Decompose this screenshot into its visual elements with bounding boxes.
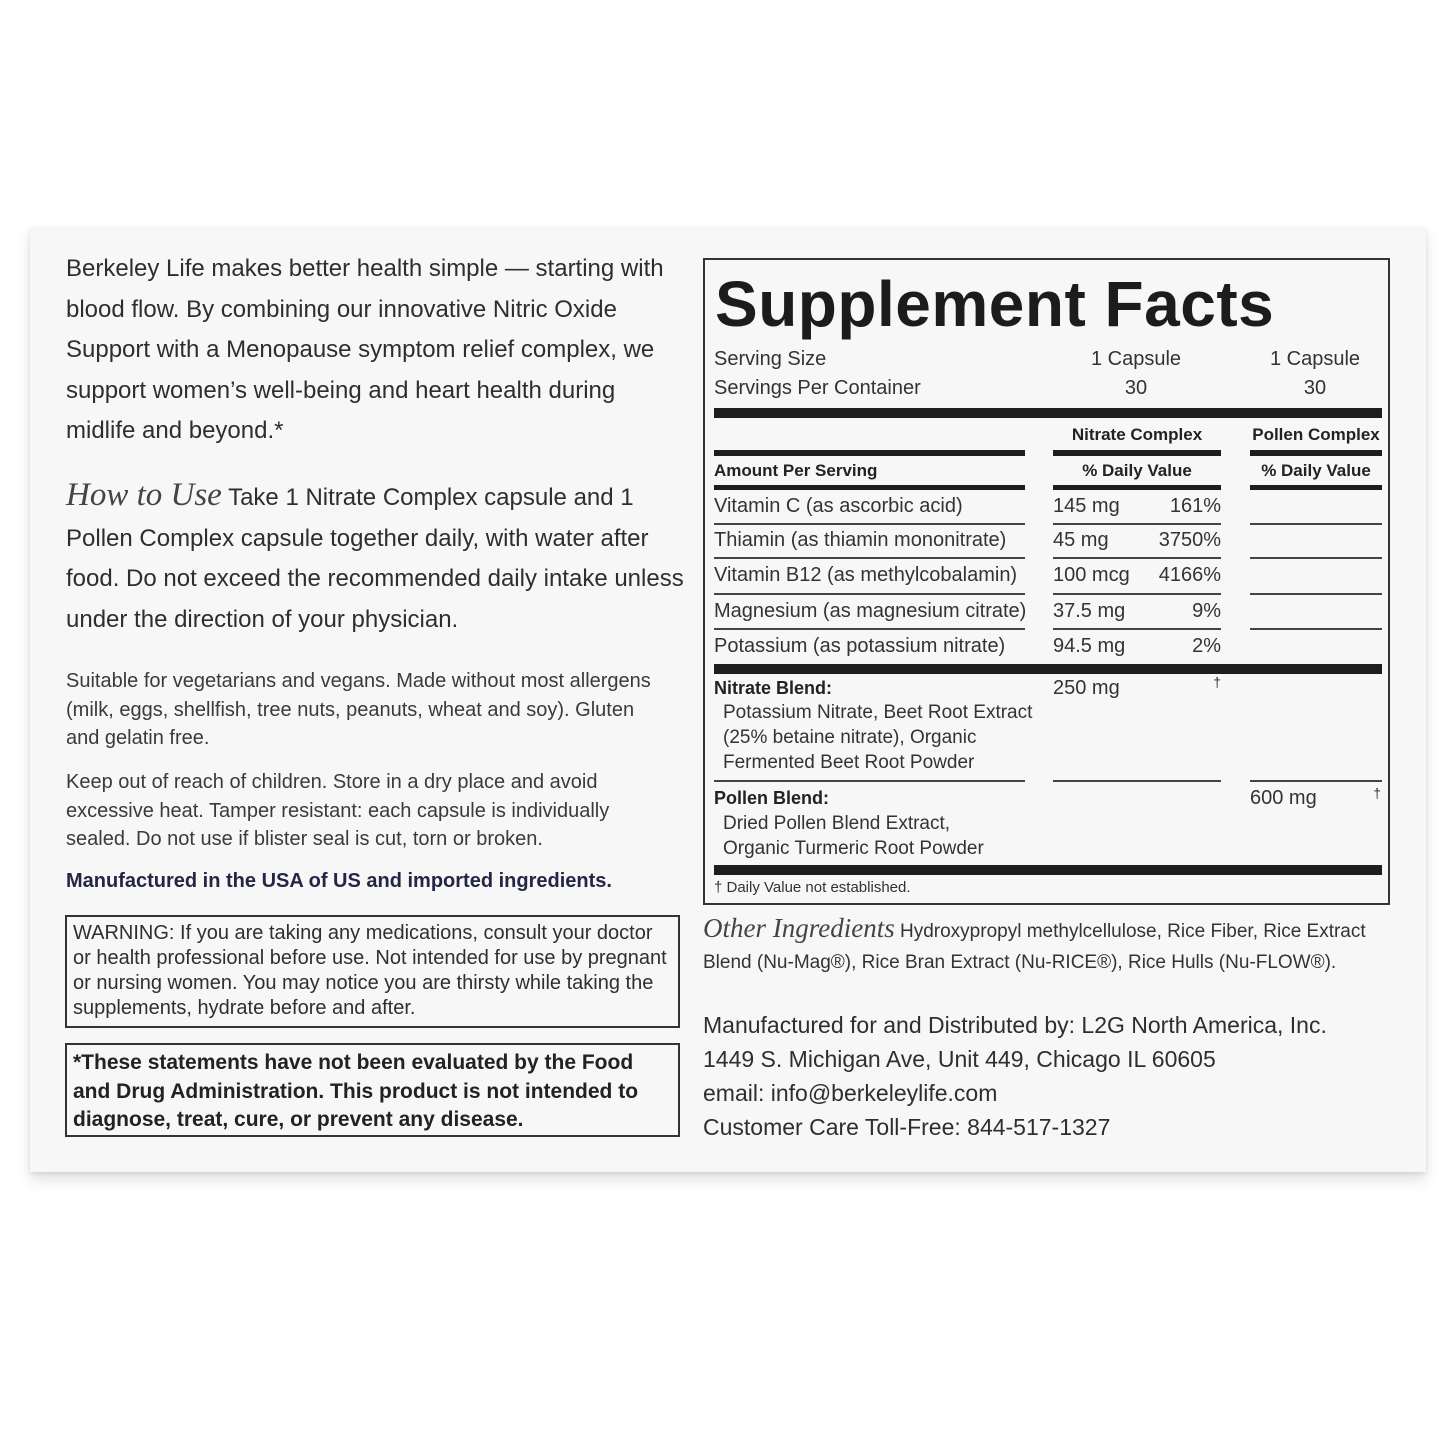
nutrient-amount: 100 mcg — [1053, 564, 1130, 586]
pollen-blend-ingredients-line: Dried Pollen Blend Extract, — [723, 813, 951, 834]
daily-value-footnote: † Daily Value not established. — [714, 879, 911, 896]
nitrate-complex-header: Nitrate Complex — [1071, 425, 1203, 444]
divider — [1053, 450, 1221, 456]
pollen-blend-dv: † — [1373, 785, 1381, 801]
manufactured-origin: Manufactured in the USA of US and imported ingredients. — [66, 870, 612, 892]
nutrient-dv: 161% — [1169, 495, 1221, 517]
nitrate-blend-dv: † — [1213, 674, 1221, 690]
pollen-servings: 30 — [1303, 377, 1327, 399]
row-divider — [1053, 780, 1221, 782]
nitrate-servings: 30 — [1124, 377, 1148, 399]
supplement-facts-panel — [703, 258, 1390, 905]
address-line: 1449 S. Michigan Ave, Unit 449, Chicago IL 60605 — [703, 1046, 1216, 1072]
nutrient-name: Vitamin C (as ascorbic acid) — [714, 495, 963, 517]
nutrient-amount: 37.5 mg — [1053, 600, 1126, 622]
row-divider — [714, 628, 1025, 630]
nutrient-dv: 3750% — [1158, 529, 1221, 551]
row-divider — [714, 593, 1025, 595]
nitrate-dv-header: % Daily Value — [1082, 461, 1192, 480]
pollen-serving-size: 1 Capsule — [1269, 348, 1361, 370]
nutrient-name: Potassium (as potassium nitrate) — [714, 635, 1006, 657]
divider — [1250, 450, 1382, 456]
row-divider — [714, 557, 1025, 559]
storage-text: Keep out of reach of children. Store in a dry place and avoid excessive heat. Tamper resistant: each capsule is individually sealed. Do not use if blister seal is cut, torn or broken. — [66, 771, 610, 850]
pollen-complex-header: Pollen Complex — [1252, 425, 1380, 444]
nitrate-blend-name: Nitrate Blend: — [714, 678, 833, 698]
row-divider — [1250, 523, 1382, 525]
nitrate-blend-ingredients-line: Fermented Beet Root Powder — [723, 752, 975, 773]
warning-box: WARNING: If you are taking any medications, consult your doctor or health professional before use. Not intended for use by pregnant or nursing women. You may notice you are thirsty while taking the supplements, hydrate before and after. — [65, 915, 680, 1028]
row-divider — [1250, 557, 1382, 559]
servings-per-container-label: Servings Per Container — [714, 377, 921, 399]
nutrient-amount: 94.5 mg — [1053, 635, 1126, 657]
nitrate-blend-ingredients-line: Potassium Nitrate, Beet Root Extract — [723, 702, 1033, 723]
row-divider — [714, 523, 1025, 525]
divider — [1250, 485, 1382, 490]
nutrient-name: Vitamin B12 (as methylcobalamin) — [714, 564, 1018, 586]
nutrient-dv: 4166% — [1158, 564, 1221, 586]
how-to-use-section — [66, 475, 686, 640]
nutrient-dv: 2% — [1192, 635, 1221, 657]
thick-divider — [714, 408, 1382, 418]
nutrient-name: Magnesium (as magnesium citrate) — [714, 600, 1027, 622]
product-label-card — [30, 227, 1426, 1172]
nutrient-dv: 9% — [1192, 600, 1221, 622]
row-divider — [1250, 628, 1382, 630]
thick-divider — [714, 664, 1382, 674]
row-divider — [1250, 593, 1382, 595]
divider — [1053, 485, 1221, 490]
pollen-blend-name: Pollen Blend: — [714, 788, 830, 808]
suitability-text: Suitable for vegetarians and vegans. Made without most allergens (milk, eggs, shellfish, tree nuts, peanuts, wheat and soy). Gluten and gelatin free. — [66, 670, 651, 749]
customer-care-line: Customer Care Toll-Free: 844-517-1327 — [703, 1114, 1111, 1140]
divider — [714, 485, 1025, 490]
intro-paragraph: Berkeley Life makes better health simple — starting with blood flow. By combining our innovative Nitric Oxide Support with a Menopause symptom relief complex, we support women’s well-being and heart health during midlife and beyond.* — [66, 255, 664, 444]
pollen-blend-ingredients-line: Organic Turmeric Root Powder — [723, 838, 984, 859]
nutrient-amount: 145 mg — [1053, 495, 1120, 517]
row-divider — [1053, 523, 1221, 525]
row-divider — [1250, 780, 1382, 782]
row-divider — [1053, 557, 1221, 559]
nitrate-blend-ingredients-line: (25% betaine nitrate), Organic — [723, 727, 977, 748]
nutrient-name: Thiamin (as thiamin mononitrate) — [714, 529, 1007, 551]
other-ingredients — [703, 913, 1403, 978]
distributor-line: Manufactured for and Distributed by: L2G North America, Inc. — [703, 1012, 1327, 1038]
row-divider — [1053, 628, 1221, 630]
nutrient-amount: 45 mg — [1053, 529, 1109, 551]
fda-disclaimer-box: *These statements have not been evaluated by the Food and Drug Administration. This product is not intended to diagnose, treat, cure, or prevent any disease. — [65, 1043, 680, 1137]
other-ingredients-text: Hydroxypropyl methylcellulose, Rice Fiber, Rice Extract Blend (Nu-Mag®), Rice Bran Extract (Nu-RICE®), Rice Hulls (Nu-FLOW®). — [703, 921, 1366, 973]
serving-size-label: Serving Size — [714, 348, 827, 370]
row-divider — [1053, 593, 1221, 595]
distributor-info — [703, 1008, 1403, 1144]
row-divider — [714, 780, 1025, 782]
supplement-facts-title: Supplement Facts — [715, 268, 1275, 340]
nitrate-serving-size: 1 Capsule — [1090, 348, 1182, 370]
divider — [714, 450, 1025, 456]
pollen-dv-header: % Daily Value — [1261, 461, 1371, 480]
thick-divider — [714, 865, 1382, 875]
nitrate-blend-amount: 250 mg — [1053, 677, 1120, 699]
how-to-use-heading: How to Use — [66, 477, 222, 513]
other-ingredients-heading: Other Ingredients — [703, 913, 895, 943]
amount-per-serving-header: Amount Per Serving — [714, 461, 878, 480]
email-line: email: info@berkeleylife.com — [703, 1080, 998, 1106]
how-to-use-text: Take 1 Nitrate Complex capsule and 1 Pollen Complex capsule together daily, with water after food. Do not exceed the recommended daily intake unless under the direction of your physician. — [66, 484, 684, 633]
pollen-blend-amount: 600 mg — [1250, 787, 1317, 809]
